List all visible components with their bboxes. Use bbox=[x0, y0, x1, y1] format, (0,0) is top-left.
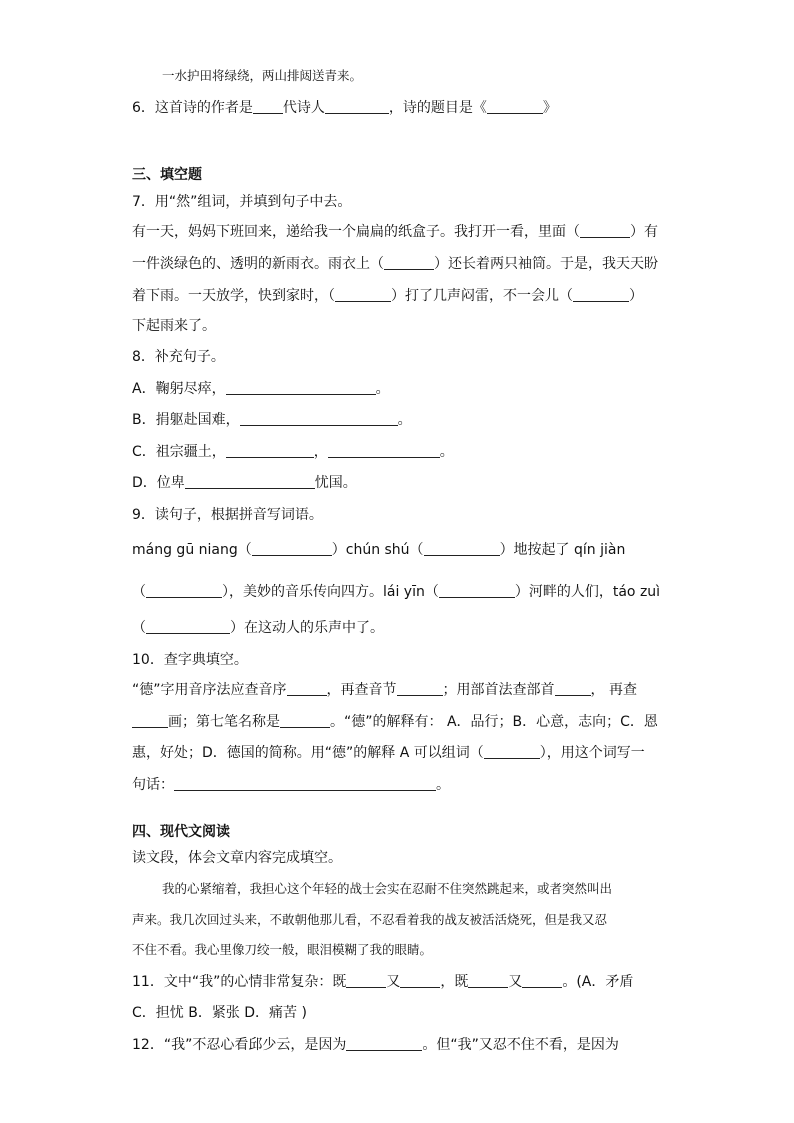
q6-blank-title[interactable] bbox=[487, 98, 543, 114]
q10-line-3 bbox=[132, 743, 645, 763]
passage-line-1: 我的心紧缩着，我担心这个年轻的战士会实在忍耐不住突然跳起来，或者突然叫出 bbox=[162, 881, 613, 896]
q10-line-2 bbox=[132, 712, 658, 732]
section-4-intro: 读文段，体会文章内容完成填空。 bbox=[132, 850, 342, 866]
q9-line-3 bbox=[132, 618, 384, 638]
q8-option-d bbox=[132, 473, 357, 493]
q9-text: ）地按起了 qín jiàn bbox=[499, 542, 626, 558]
q11-line-1 bbox=[132, 972, 633, 992]
q6-text-c: ，诗的题目是《 bbox=[388, 100, 487, 116]
q8-c-blank-2[interactable] bbox=[328, 442, 440, 458]
q6-blank-dynasty[interactable] bbox=[253, 98, 283, 114]
q7-blank-3[interactable] bbox=[335, 286, 391, 302]
q7-line-3 bbox=[132, 286, 643, 306]
q7-text: 着下雨。一天放学，快到家时，（ bbox=[132, 288, 335, 304]
q7-line-4: 下起雨来了。 bbox=[132, 318, 216, 334]
q7-prompt: 7．用“然”组词，并填到句子中去。 bbox=[132, 194, 352, 210]
q10-blank-sentence[interactable] bbox=[174, 775, 436, 791]
q10-blank-radical[interactable] bbox=[555, 680, 591, 696]
q8-c-mid: ， bbox=[313, 444, 328, 460]
q11-text: 11．文中“我”的心情非常复杂：既 bbox=[132, 974, 347, 990]
q11-text: 。(A．矛盾 bbox=[562, 974, 634, 990]
q10-text: 。“德”的解释有： A．品行；B．心意，志向；C．恩 bbox=[330, 714, 658, 730]
q10-text: 惠，好处；D．德国的简称。用“德”的解释 A 可以组词（ bbox=[132, 745, 484, 761]
q11-blank-1[interactable] bbox=[346, 972, 386, 988]
q7-blank-1[interactable] bbox=[580, 222, 630, 238]
q8-option-a bbox=[132, 379, 390, 399]
q6-text-d: 》 bbox=[542, 100, 557, 116]
q8-b-blank[interactable] bbox=[240, 410, 398, 426]
q9-text: máng gū niang（ bbox=[132, 542, 252, 558]
q11-text: 又 bbox=[386, 974, 401, 990]
q6-text-a: 6．这首诗的作者是 bbox=[132, 100, 253, 116]
q10-text: 画；第七笔名称是 bbox=[168, 714, 280, 730]
q11-text: ，既 bbox=[440, 974, 469, 990]
q7-text: 一件淡绿色的、透明的新雨衣。雨衣上（ bbox=[132, 256, 384, 272]
q10-text: ；用部首法查部首 bbox=[442, 682, 555, 698]
q10-blank-word[interactable] bbox=[484, 743, 540, 759]
q12-blank-1[interactable] bbox=[346, 1035, 422, 1051]
q10-blank-initial[interactable] bbox=[287, 680, 327, 696]
q7-text: ）有 bbox=[630, 224, 658, 240]
q9-line-1 bbox=[132, 540, 625, 560]
q10-text: 句话： bbox=[132, 777, 174, 793]
question-6 bbox=[132, 98, 557, 118]
q9-text: ）chún shú（ bbox=[331, 542, 424, 558]
q7-text: ） bbox=[629, 288, 643, 304]
q10-line-4 bbox=[132, 775, 450, 795]
q10-text: ），用这个词写一 bbox=[539, 745, 645, 761]
q8-c-blank-1[interactable] bbox=[226, 442, 314, 458]
q10-blank-strokes[interactable] bbox=[132, 712, 168, 728]
q12-line-1 bbox=[132, 1035, 619, 1055]
q6-text-b: 代诗人 bbox=[282, 100, 325, 116]
q8-d-text: D．位卑 bbox=[132, 475, 185, 491]
q8-d-end: 忧国。 bbox=[314, 475, 357, 491]
q11-text: 又 bbox=[508, 974, 523, 990]
q9-line-2 bbox=[132, 582, 660, 602]
poem-line: 一水护田将绿绕，两山排闼送青来。 bbox=[162, 68, 363, 83]
section-4-heading: 四、现代文阅读 bbox=[132, 824, 230, 840]
q7-text: ）还长着两只袖筒。于是，我天天盼 bbox=[434, 256, 658, 272]
q8-a-end: 。 bbox=[375, 381, 390, 397]
q9-blank-3[interactable] bbox=[146, 582, 222, 598]
q7-blank-4[interactable] bbox=[573, 286, 629, 302]
q11-blank-4[interactable] bbox=[522, 972, 562, 988]
q9-blank-4[interactable] bbox=[439, 582, 515, 598]
q8-prompt: 8．补充句子。 bbox=[132, 349, 225, 365]
q10-blank-stroke-name[interactable] bbox=[280, 712, 330, 728]
q8-a-text: A．鞠躬尽瘁， bbox=[132, 381, 226, 397]
q9-text: ），美妙的音乐传向四方。lái yīn（ bbox=[222, 584, 439, 600]
q9-blank-2[interactable] bbox=[424, 540, 500, 556]
q8-c-end: 。 bbox=[439, 444, 454, 460]
q7-text: ）打了几声闷雷，不一会儿（ bbox=[391, 288, 573, 304]
q10-text: “德”字用音序法应查音序 bbox=[132, 682, 287, 698]
q8-option-c bbox=[132, 442, 454, 462]
q8-option-b bbox=[132, 410, 412, 430]
q8-d-blank[interactable] bbox=[185, 473, 315, 489]
q9-text: ）在这动人的乐声中了。 bbox=[230, 620, 384, 636]
q8-a-blank[interactable] bbox=[226, 379, 376, 395]
q7-text: 有一天，妈妈下班回来，递给我一个扁扁的纸盒子。我打开一看，里面（ bbox=[132, 224, 580, 240]
q11-line-2: C．担忧 B．紧张 D．痛苦 ) bbox=[132, 1005, 307, 1021]
q9-blank-5[interactable] bbox=[146, 618, 230, 634]
q12-text: 。但“我”又忍不住不看，是因为 bbox=[422, 1037, 619, 1053]
q7-blank-2[interactable] bbox=[384, 254, 434, 270]
q6-blank-poet[interactable] bbox=[325, 98, 389, 114]
q9-text: （ bbox=[132, 620, 146, 636]
q10-text: ，再查音节 bbox=[326, 682, 397, 698]
passage-line-3: 不住不看。我心里像刀绞一般，眼泪模糊了我的眼睛。 bbox=[132, 942, 433, 957]
q11-blank-3[interactable] bbox=[468, 972, 508, 988]
q8-b-end: 。 bbox=[397, 412, 412, 428]
q9-blank-1[interactable] bbox=[252, 540, 332, 556]
q9-text: ）河畔的人们，táo zuì bbox=[514, 584, 661, 600]
q11-blank-2[interactable] bbox=[400, 972, 440, 988]
q7-line-2 bbox=[132, 254, 658, 274]
passage-line-2: 声来。我几次回过头来，不敢朝他那儿看，不忍看着我的战友被活活烧死，但是我又忍 bbox=[132, 912, 608, 927]
q10-prompt: 10．查字典填空。 bbox=[132, 652, 248, 668]
q7-line-1 bbox=[132, 222, 658, 242]
q10-blank-syllable[interactable] bbox=[397, 680, 443, 696]
q9-text: （ bbox=[132, 584, 146, 600]
q12-text: 12．“我”不忍心看邱少云，是因为 bbox=[132, 1037, 347, 1053]
q8-b-text: B．捐躯赴国难， bbox=[132, 412, 240, 428]
q10-text: 。 bbox=[436, 777, 450, 793]
q8-c-text: C．祖宗疆土， bbox=[132, 444, 226, 460]
section-3-heading: 三、填空题 bbox=[132, 167, 202, 183]
q10-line-1 bbox=[132, 680, 637, 700]
q10-text: ， 再查 bbox=[590, 682, 637, 698]
q9-prompt: 9．读句子，根据拼音写词语。 bbox=[132, 507, 323, 523]
